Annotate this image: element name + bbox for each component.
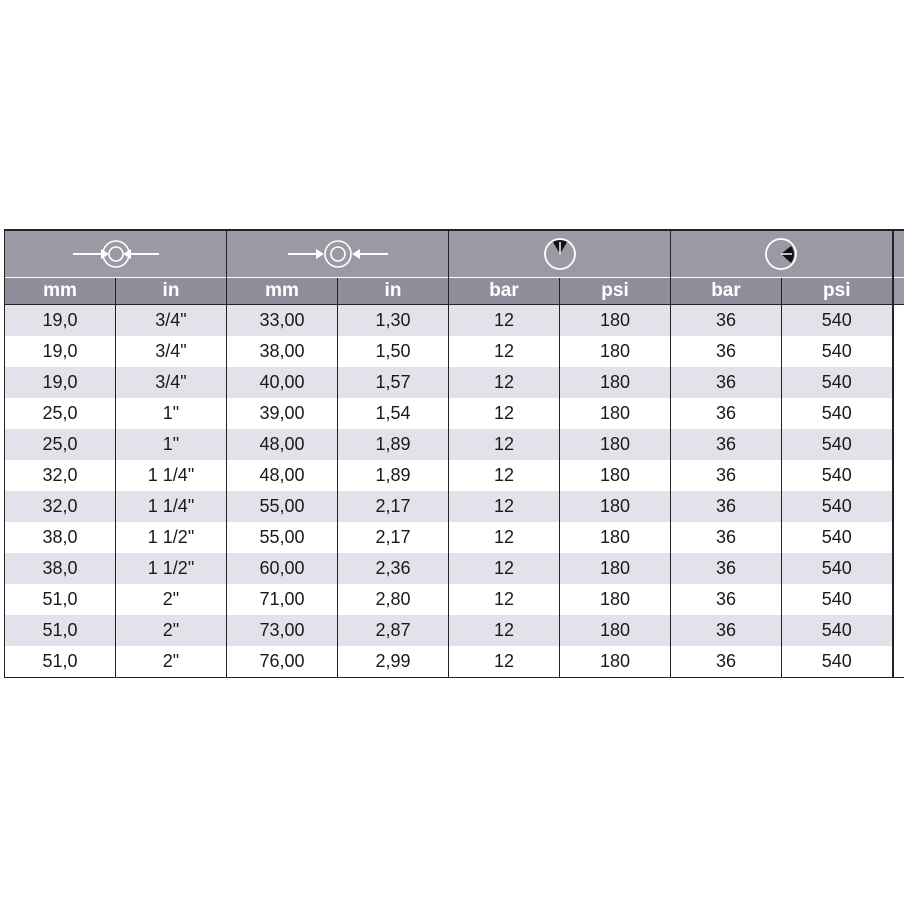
table-row: [5, 584, 904, 615]
table-cell: 540: [782, 615, 893, 646]
unit-header: mm: [227, 278, 338, 305]
table-cell: 540: [782, 646, 893, 678]
table-cell: 2,87: [338, 615, 449, 646]
outer-diameter-icon: [286, 237, 390, 271]
table-cell: 38,0: [5, 553, 116, 584]
table-cell: 3/4": [116, 367, 227, 398]
table-cell: 12: [449, 646, 560, 678]
table-cell: 40,00: [227, 367, 338, 398]
table-cell: 55,00: [227, 522, 338, 553]
edge-cell: [893, 615, 904, 646]
table-cell: 12: [449, 398, 560, 429]
table-cell: 36: [671, 491, 782, 522]
table-cell: 48,00: [227, 460, 338, 491]
table-cell: 1 1/4": [116, 460, 227, 491]
table-cell: 36: [671, 398, 782, 429]
table-cell: 180: [560, 615, 671, 646]
spec-table: [4, 229, 904, 678]
table-cell: 180: [560, 553, 671, 584]
burst-pressure-icon: [763, 236, 799, 272]
edge-cell: [893, 336, 904, 367]
unit-header: psi: [782, 278, 893, 305]
edge-cell: [893, 398, 904, 429]
table-cell: 12: [449, 336, 560, 367]
table-cell: 180: [560, 336, 671, 367]
working-pressure-header: [449, 230, 671, 278]
table-cell: 1": [116, 398, 227, 429]
table-cell: 12: [449, 460, 560, 491]
table-cell: 180: [560, 522, 671, 553]
outer-diameter-header: [227, 230, 449, 278]
table-cell: 19,0: [5, 336, 116, 367]
table-cell: 36: [671, 553, 782, 584]
table-cell: 51,0: [5, 615, 116, 646]
table-cell: 540: [782, 460, 893, 491]
table-row: [5, 336, 904, 367]
table-cell: 2,80: [338, 584, 449, 615]
table-cell: 1,30: [338, 305, 449, 337]
table-cell: 1,89: [338, 429, 449, 460]
table-row: [5, 460, 904, 491]
working-pressure-icon: [542, 236, 578, 272]
table-cell: 36: [671, 646, 782, 678]
table-cell: 2,99: [338, 646, 449, 678]
edge-cell: [893, 230, 904, 278]
table-cell: 3/4": [116, 336, 227, 367]
edge-cell: [893, 491, 904, 522]
table-cell: 38,0: [5, 522, 116, 553]
table-cell: 12: [449, 429, 560, 460]
table-cell: 12: [449, 553, 560, 584]
table-row: [5, 305, 904, 337]
table-cell: 180: [560, 398, 671, 429]
table-row: [5, 398, 904, 429]
burst-pressure-header: [671, 230, 893, 278]
table-cell: 540: [782, 336, 893, 367]
table-cell: 1,89: [338, 460, 449, 491]
table-cell: 71,00: [227, 584, 338, 615]
table-cell: 19,0: [5, 305, 116, 337]
unit-header: in: [338, 278, 449, 305]
unit-header: in: [116, 278, 227, 305]
table-cell: 180: [560, 305, 671, 337]
table-cell: 36: [671, 615, 782, 646]
edge-cell: [893, 646, 904, 678]
table-cell: 540: [782, 305, 893, 337]
table-cell: 60,00: [227, 553, 338, 584]
table-cell: 36: [671, 522, 782, 553]
table-row: [5, 553, 904, 584]
table-cell: 25,0: [5, 398, 116, 429]
table-cell: 540: [782, 491, 893, 522]
table-cell: 2": [116, 646, 227, 678]
table-row: [5, 646, 904, 678]
table-cell: 180: [560, 429, 671, 460]
table-cell: 32,0: [5, 460, 116, 491]
table-cell: 12: [449, 522, 560, 553]
table-cell: 12: [449, 367, 560, 398]
table-cell: 33,00: [227, 305, 338, 337]
table-cell: 73,00: [227, 615, 338, 646]
table-cell: 48,00: [227, 429, 338, 460]
table-cell: 180: [560, 491, 671, 522]
table-cell: 19,0: [5, 367, 116, 398]
table-cell: 1,57: [338, 367, 449, 398]
table-cell: 36: [671, 305, 782, 337]
table-cell: 540: [782, 522, 893, 553]
table-cell: 1,50: [338, 336, 449, 367]
table-cell: 180: [560, 367, 671, 398]
edge-cell: [893, 553, 904, 584]
table-cell: 1": [116, 429, 227, 460]
table-cell: 36: [671, 367, 782, 398]
unit-header: mm: [5, 278, 116, 305]
unit-header-row: [5, 278, 904, 305]
table-cell: 540: [782, 367, 893, 398]
table-cell: 36: [671, 336, 782, 367]
table-cell: 1 1/2": [116, 522, 227, 553]
table-cell: 2": [116, 584, 227, 615]
inner-diameter-header: [5, 230, 227, 278]
edge-cell: [893, 584, 904, 615]
edge-cell: [893, 367, 904, 398]
edge-cell: [893, 305, 904, 337]
table-cell: 76,00: [227, 646, 338, 678]
table-cell: 540: [782, 398, 893, 429]
table-cell: 38,00: [227, 336, 338, 367]
table-row: [5, 522, 904, 553]
table-cell: 51,0: [5, 584, 116, 615]
unit-header: psi: [560, 278, 671, 305]
table-cell: 3/4": [116, 305, 227, 337]
table-cell: 25,0: [5, 429, 116, 460]
table-row: [5, 429, 904, 460]
icon-header-row: [5, 230, 904, 278]
table-cell: 2,17: [338, 491, 449, 522]
table-cell: 2": [116, 615, 227, 646]
table-cell: 1 1/4": [116, 491, 227, 522]
table-cell: 12: [449, 615, 560, 646]
table-row: [5, 367, 904, 398]
edge-cell: [893, 522, 904, 553]
edge-cell: [893, 460, 904, 491]
table-cell: 51,0: [5, 646, 116, 678]
table-cell: 12: [449, 491, 560, 522]
table-cell: 2,36: [338, 553, 449, 584]
table-row: [5, 491, 904, 522]
edge-cell: [893, 278, 904, 305]
hose-spec-table: [4, 229, 904, 678]
table-row: [5, 615, 904, 646]
table-cell: 180: [560, 460, 671, 491]
table-cell: 12: [449, 584, 560, 615]
table-cell: 180: [560, 646, 671, 678]
table-cell: 540: [782, 429, 893, 460]
table-cell: 180: [560, 584, 671, 615]
unit-header: bar: [671, 278, 782, 305]
table-cell: 32,0: [5, 491, 116, 522]
table-cell: 1 1/2": [116, 553, 227, 584]
table-cell: 540: [782, 584, 893, 615]
table-cell: 1,54: [338, 398, 449, 429]
table-cell: 36: [671, 584, 782, 615]
inner-diameter-icon: [71, 237, 161, 271]
edge-cell: [893, 429, 904, 460]
table-cell: 36: [671, 460, 782, 491]
table-cell: 55,00: [227, 491, 338, 522]
table-cell: 540: [782, 553, 893, 584]
table-body: [5, 305, 904, 678]
table-cell: 39,00: [227, 398, 338, 429]
table-cell: 12: [449, 305, 560, 337]
table-cell: 36: [671, 429, 782, 460]
unit-header: bar: [449, 278, 560, 305]
table-cell: 2,17: [338, 522, 449, 553]
